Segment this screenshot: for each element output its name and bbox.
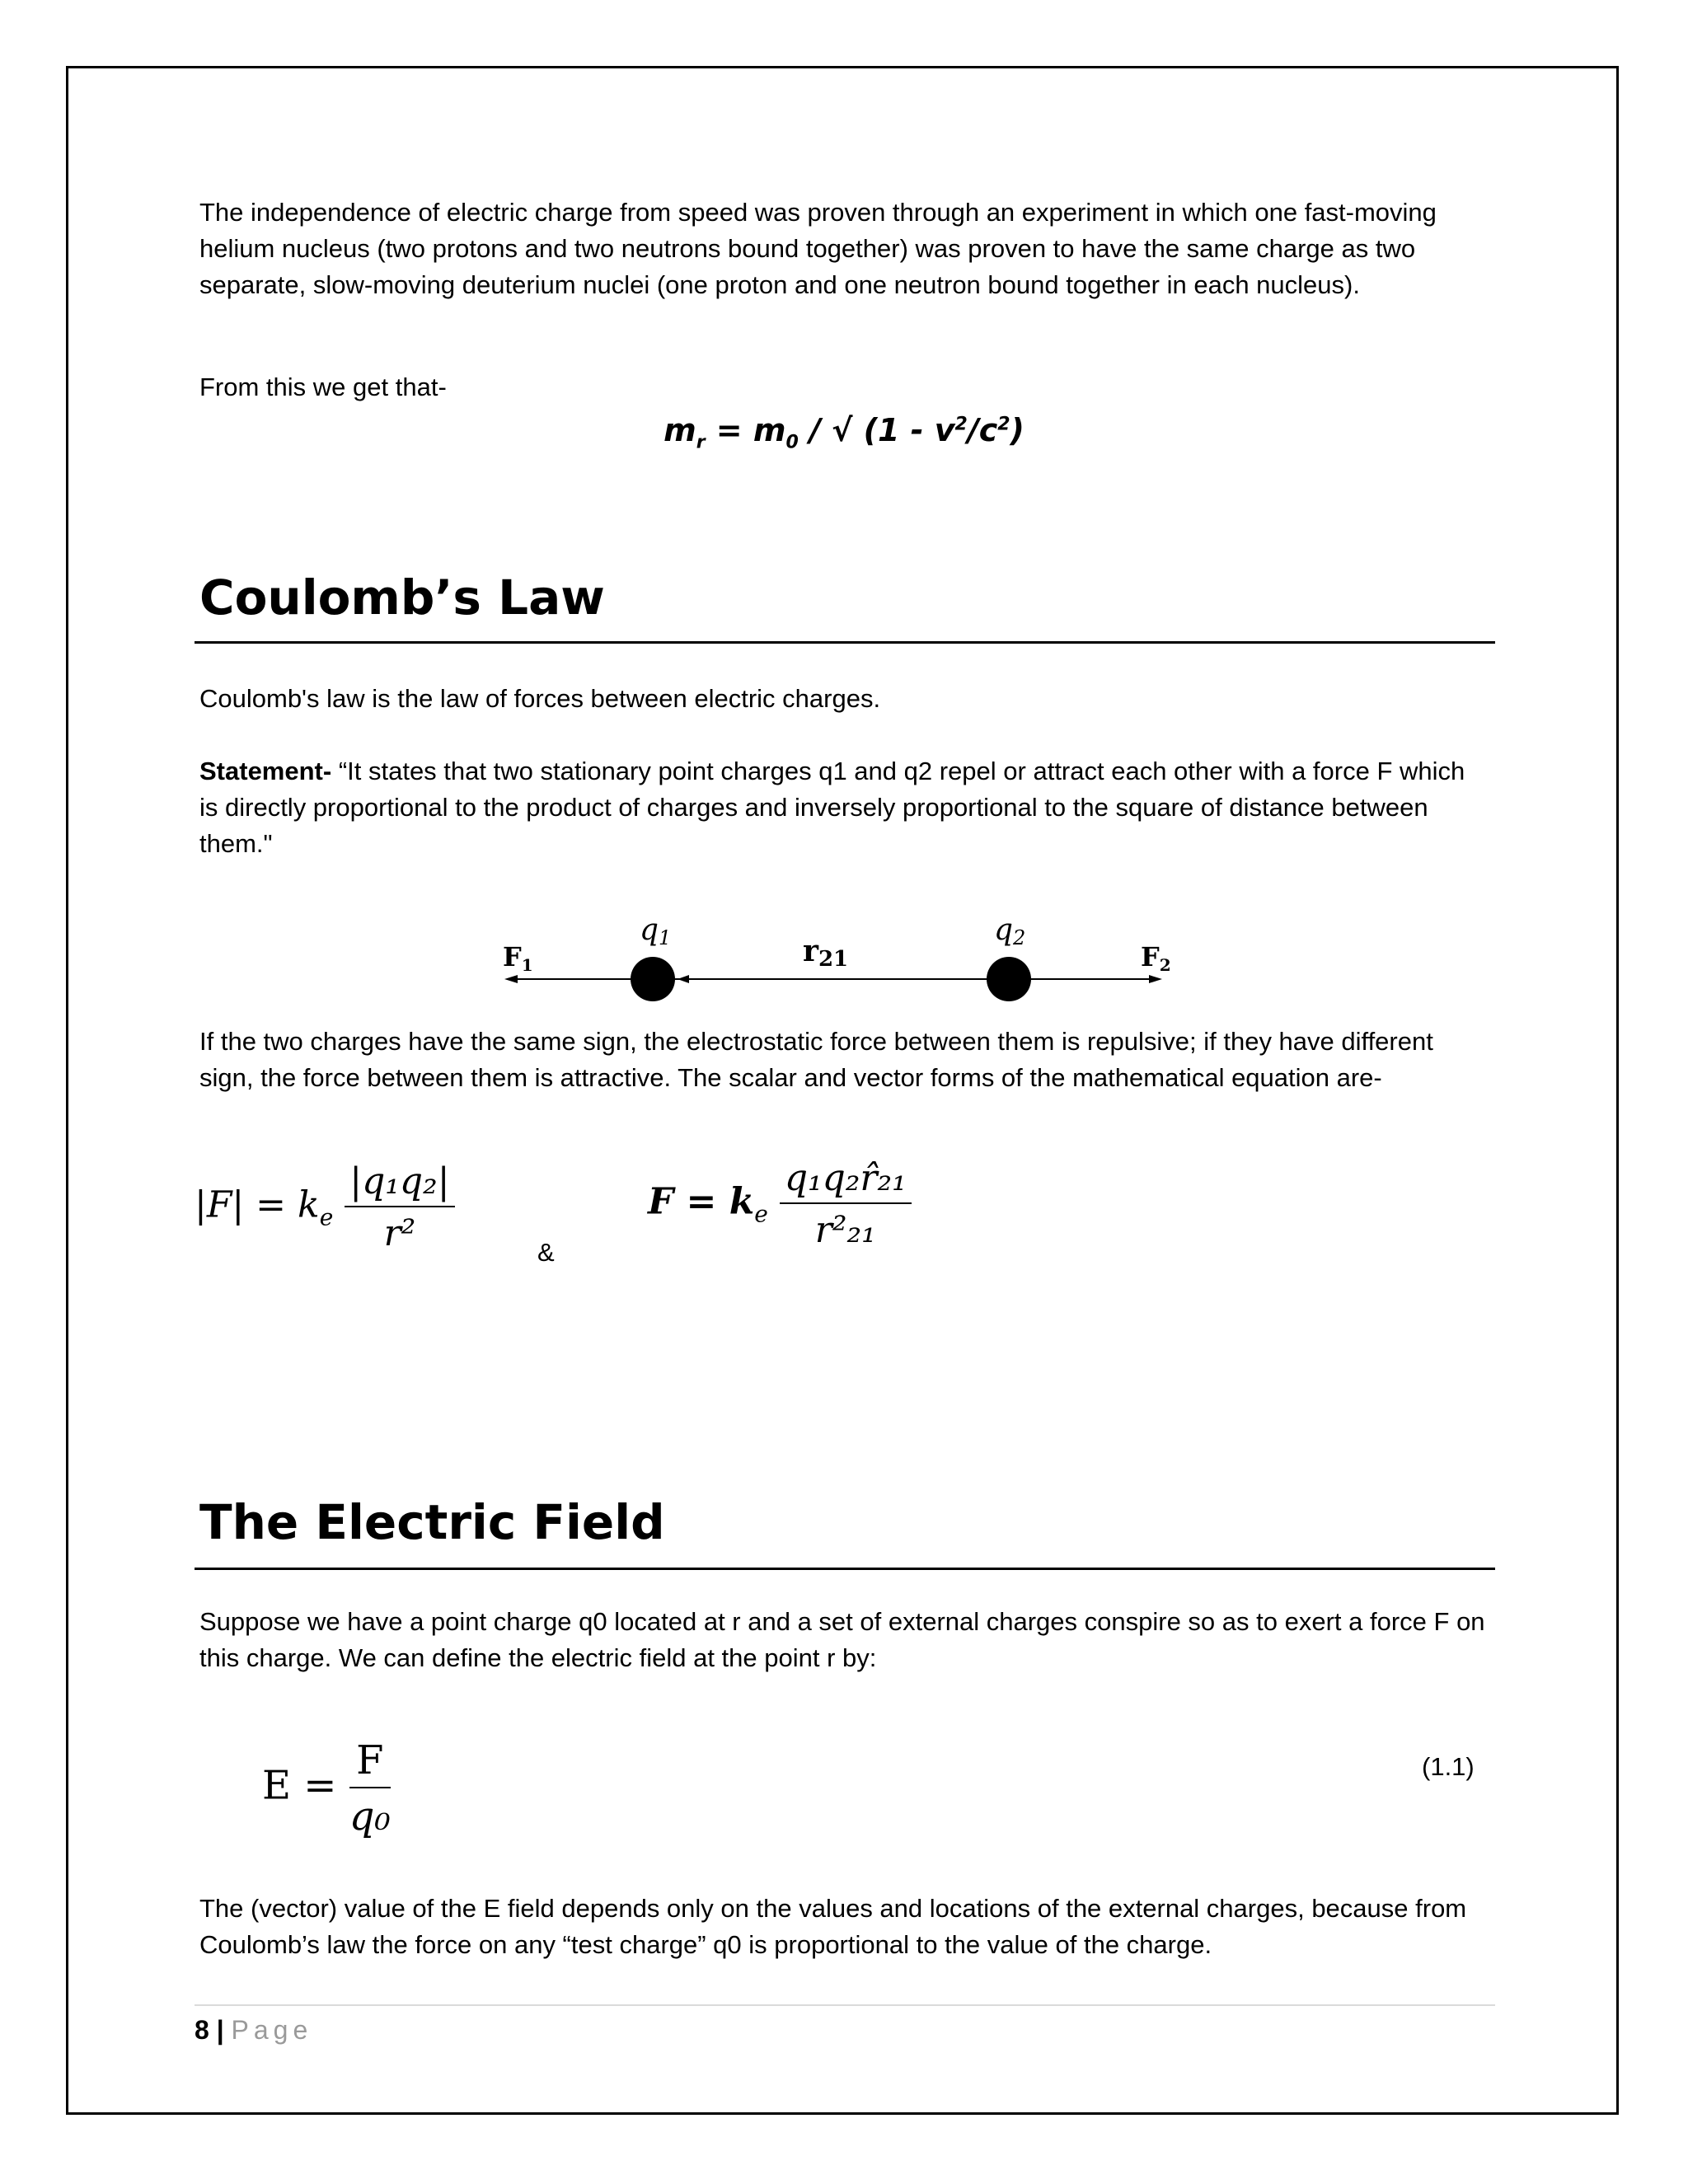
label-f1: F1 xyxy=(503,941,533,975)
coulomb-definition: Coulomb's law is the law of forces between electric charges. xyxy=(199,684,881,713)
electric-field-conclusion: The (vector) value of the E field depends only on the values and locations of the external charges, because from Coulomb’s law the force on any “test charge” q0 is proportional to the value of the charge. xyxy=(199,1894,1467,1959)
page-word: Page xyxy=(231,2015,313,2045)
charge-q2-dot xyxy=(987,957,1031,1001)
page-footer xyxy=(195,2009,312,2050)
charge-q1-dot xyxy=(631,957,675,1001)
electric-field-heading-rule xyxy=(195,1568,1495,1570)
electric-field-paragraph: Suppose we have a point charge q0 located at r and a set of external charges conspire so as to exert a force F on this charge. We can define the electric field at the point r by: xyxy=(199,1607,1485,1672)
intro-lead-in: From this we get that- xyxy=(199,373,447,401)
footer-rule xyxy=(195,2004,1495,2006)
label-q2: q2 xyxy=(994,913,1026,949)
footer-separator: | xyxy=(209,2015,232,2045)
r21-arrowhead xyxy=(678,975,689,983)
label-q1: q1 xyxy=(640,913,672,949)
equation-ampersand: & xyxy=(537,1238,555,1267)
label-r21: r21 xyxy=(803,934,849,972)
vector-coulomb-equation: $F = k_e$ $\frac{\text{q₁q₂r̂₂₁}}{\text{r²₂₁}}$ xyxy=(648,1157,912,1251)
coulomb-heading: Coulomb’s Law xyxy=(199,569,605,626)
equation-number: (1.1) xyxy=(1422,1752,1475,1781)
page-number: 8 xyxy=(195,2015,209,2045)
label-f2: F2 xyxy=(1141,941,1171,975)
scalar-coulomb-equation: $|F| = k_e$ $\frac{\text{|q₁q₂|}}{\text{r²}}$ xyxy=(195,1160,455,1254)
intro-paragraph: The independence of electric charge from speed was proven through an experiment in which one fast-moving helium nucleus (two protons and two neutrons bound together) was proven to have the same charge as two separate, slow-moving deuterium nuclei (one proton and one neutron bound together in each nucleus). xyxy=(199,198,1437,299)
electric-field-equation: E = $\frac{F}{\text{q₀}}$ xyxy=(262,1737,391,1840)
electric-field-heading: The Electric Field xyxy=(199,1494,665,1550)
relativistic-mass-equation: $m_r = m_0$ / √ $(1 - v^2/c^2)$ xyxy=(663,412,1025,453)
coulomb-explanation: If the two charges have the same sign, the electrostatic force between them is repulsive; if they have different sign, the force between them is attractive. The scalar and vector forms of the mathematical equation are- xyxy=(199,1027,1433,1092)
f1-arrowhead xyxy=(504,975,518,983)
statement-label: Statement- xyxy=(199,757,332,785)
coulomb-diagram xyxy=(0,0,1688,1038)
f2-arrowhead xyxy=(1149,975,1162,983)
statement-text: “It states that two stationary point charges q1 and q2 repel or attract each other with a force F which is directly proportional to the product of charges and inversely proportional to the square of distance between them." xyxy=(199,757,1465,858)
